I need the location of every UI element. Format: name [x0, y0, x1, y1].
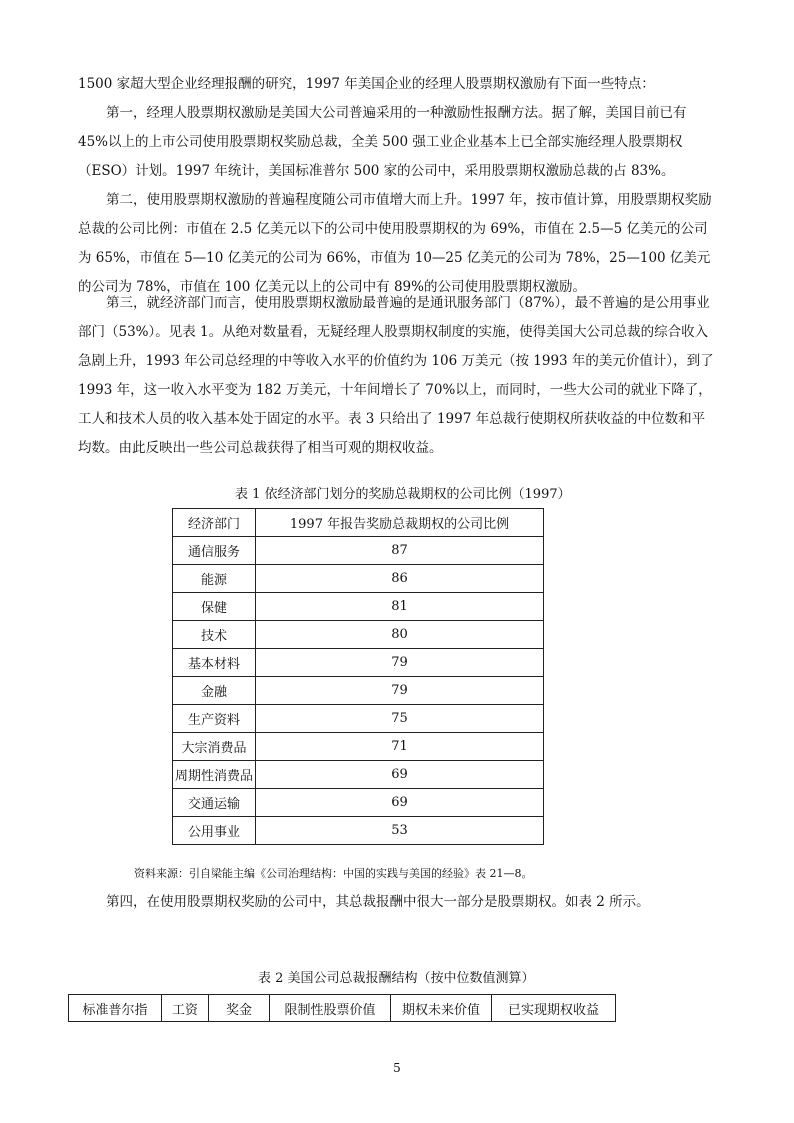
percentage-cell: 87 — [256, 537, 544, 565]
paragraph-third: 第三，就经济部门而言，使用股票期权激励最普遍的是通讯服务部门（87%），最不普遍的是公用事业部门（53%）。见表 1。从绝对数量看，无疑经理人股票期权制度的实施，使得美国大公司总裁的综合收入急剧上升，1993 年公司总经理的中等收入水平的价值约为 106 万美元（按 1993 年的美元价值计），到了 1993 年，这一收入水平变为 182 万美元，十年间增长了 70%以上，而同时，一些大公司的就业下降了，工人和技术人员的收入基本处于固定的水平。表 3 只给出了 1997 年总裁行使期权所获收益的中位数和平均数。由此反映出一些公司总裁获得了相当可观的期权收益。 — [78, 295, 714, 456]
percentage-cell: 79 — [256, 677, 544, 705]
table-row — [173, 677, 544, 705]
sector-cell: 金融 — [173, 677, 256, 705]
table1-header-percentage: 1997 年报告奖励总裁期权的公司比例 — [256, 509, 544, 537]
percentage-cell: 71 — [256, 733, 544, 761]
intro-paragraph: 1500 家超大型企业经理报酬的研究，1997 年美国企业的经理人股票期权激励有下面一些特点： — [78, 76, 655, 92]
table1-caption: 表 1 依经济部门划分的奖励总裁期权的公司比例（1997） — [235, 487, 571, 502]
table-row — [173, 565, 544, 593]
sector-cell: 保健 — [173, 593, 256, 621]
sector-cell: 通信服务 — [173, 537, 256, 565]
sector-cell: 大宗消费品 — [173, 733, 256, 761]
percentage-cell: 69 — [256, 761, 544, 789]
table-row — [173, 817, 544, 845]
sector-cell: 交通运输 — [173, 789, 256, 817]
table1-header-row — [173, 509, 544, 537]
table-row — [173, 705, 544, 733]
sector-cell: 生产资料 — [173, 705, 256, 733]
table-row — [173, 789, 544, 817]
table1-header-sector: 经济部门 — [173, 509, 256, 537]
percentage-cell: 75 — [256, 705, 544, 733]
table-row — [173, 621, 544, 649]
table2 — [68, 994, 616, 1022]
table2-header-realized-option-gains: 已实现期权收益 — [492, 995, 616, 1022]
table2-header-sp: 标准普尔指 — [69, 995, 162, 1022]
table-row — [173, 649, 544, 677]
table-row — [173, 761, 544, 789]
table2-header-bonus: 奖金 — [209, 995, 270, 1022]
table1-source-note: 资料来源：引自梁能主编《公司治理结构：中国的实践与美国的经验》表 21—8。 — [134, 867, 533, 880]
sector-cell: 基本材料 — [173, 649, 256, 677]
table2-header-restricted-stock: 限制性股票价值 — [270, 995, 391, 1022]
table-row — [173, 537, 544, 565]
percentage-cell: 69 — [256, 789, 544, 817]
percentage-cell: 80 — [256, 621, 544, 649]
sector-cell: 公用事业 — [173, 817, 256, 845]
page-number: 5 — [393, 1061, 401, 1075]
sector-cell: 技术 — [173, 621, 256, 649]
table2-caption: 表 2 美国公司总裁报酬结构（按中位数值测算） — [258, 971, 535, 986]
percentage-cell: 86 — [256, 565, 544, 593]
sector-cell: 能源 — [173, 565, 256, 593]
percentage-cell: 53 — [256, 817, 544, 845]
table-row — [173, 733, 544, 761]
table1 — [172, 508, 544, 845]
paragraph-first: 第一，经理人股票期权激励是美国大公司普遍采用的一种激励性报酬方法。据了解，美国目前已有 45%以上的上市公司使用股票期权奖励总裁，全美 500 强工业企业基本上已全部实施经理人股票期权（ESO）计划。1997 年统计，美国标准普尔 500 家的公司中，采用股票期权激励总裁的占 83%。 — [78, 105, 687, 179]
percentage-cell: 79 — [256, 649, 544, 677]
table2-header-salary: 工资 — [162, 995, 209, 1022]
table2-header-row — [69, 995, 616, 1022]
percentage-cell: 81 — [256, 593, 544, 621]
paragraph-fourth: 第四，在使用股票期权奖励的公司中，其总裁报酬中很大一部分是股票期权。如表 2 所示。 — [106, 894, 650, 910]
table-row — [173, 593, 544, 621]
table2-header-option-future-value: 期权未来价值 — [391, 995, 492, 1022]
paragraph-second: 第二，使用股票期权激励的普遍程度随公司市值增大而上升。1997 年，按市值计算，用股票期权奖励总裁的公司比例：市值在 2.5 亿美元以下的公司中使用股票期权的为 69%，市值在 2.5—5 亿美元的公司为 65%，市值在 5—10 亿美元的公司为 66%，市值为 10—25 亿美元的公司为 78%，25—100 亿美元的公司为 78%，市值在 100 亿美元以上的公司中有 89%的公司使用股票期权激励。 — [78, 192, 712, 295]
sector-cell: 周期性消费品 — [173, 761, 256, 789]
